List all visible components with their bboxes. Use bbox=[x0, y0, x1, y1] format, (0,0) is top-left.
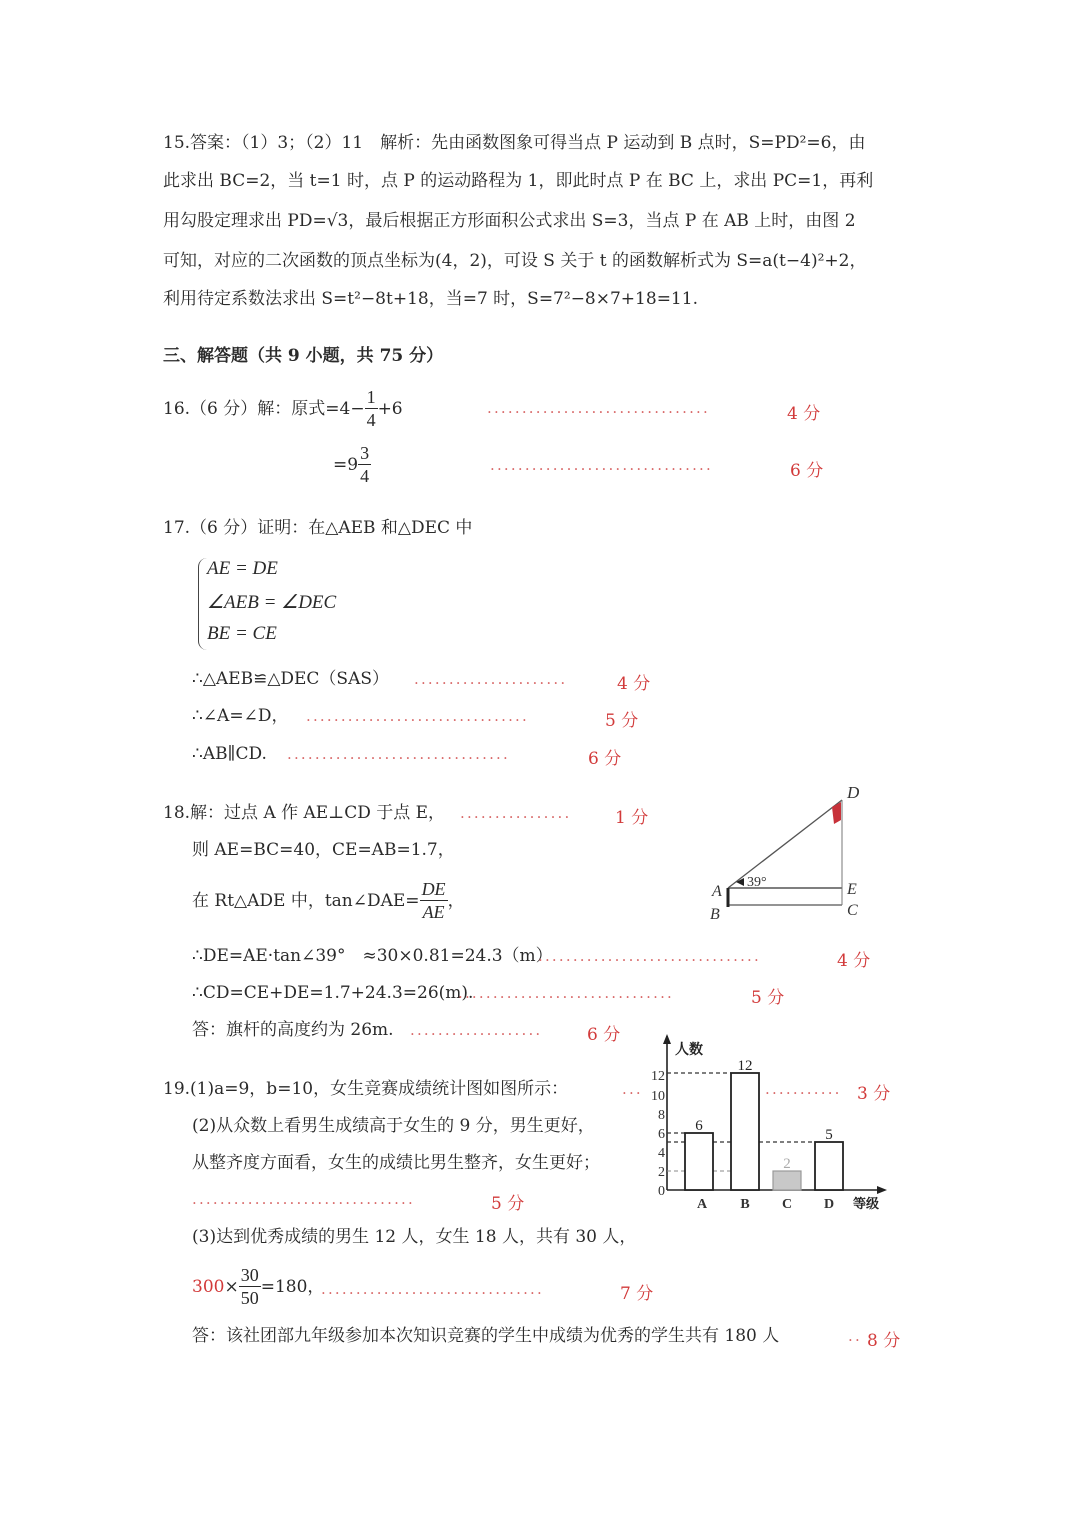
svg-text:0: 0 bbox=[658, 1184, 665, 1199]
q19-line-1: 19.(1)a=9，b=10，女生竞赛成绩统计图如图所示： bbox=[163, 1079, 569, 1099]
q15-line-3: 用勾股定理求出 PD=√3，最后根据正方形面积公式求出 S=3，当点 P 在 AB 上时，由图 2 bbox=[163, 211, 856, 231]
fraction-numerator: DE bbox=[421, 879, 446, 899]
point-label-b: B bbox=[710, 906, 720, 923]
flag-icon bbox=[832, 802, 841, 824]
q19-answer: 答：该社团部九年级参加本次知识竞赛的学生中成绩为优秀的学生共有 180 人 bbox=[192, 1326, 780, 1346]
svg-text:12: 12 bbox=[651, 1069, 665, 1084]
q17-head: 17.（6 分）证明：在△AEB 和△DEC 中 bbox=[163, 518, 473, 538]
score-label: 6 分 bbox=[587, 1025, 621, 1045]
score-label: 6 分 bbox=[790, 461, 824, 481]
svg-text:6: 6 bbox=[658, 1127, 665, 1142]
q18-line-3-suffix: ， bbox=[447, 890, 465, 911]
fraction-denominator: 4 bbox=[360, 466, 370, 486]
score-label: 6 分 bbox=[588, 749, 622, 769]
q15-line-4: 可知，对应的二次函数的顶点坐标为(4，2)，可设 S 关于 t 的函数解析式为 S=a(t−4)²+2， bbox=[163, 251, 867, 271]
q18-line-4: ∴DE=AE·tan∠39° ≈30×0.81=24.3（m） bbox=[192, 946, 553, 966]
q18-line-5: ∴CD=CE+DE=1.7+24.3=26(m). bbox=[192, 983, 474, 1003]
point-label-a: A bbox=[712, 883, 722, 900]
fraction-numerator: 3 bbox=[360, 443, 370, 463]
q19-fraction bbox=[239, 1264, 261, 1309]
q17-system-line-2: ∠AEB = ∠DEC bbox=[207, 592, 337, 613]
svg-text:人数: 人数 bbox=[675, 1042, 703, 1058]
fraction-numerator: 1 bbox=[366, 387, 376, 407]
score-label: 8 分 bbox=[867, 1331, 901, 1351]
score-leader-dots: ................ bbox=[460, 804, 572, 822]
fraction-denominator: 50 bbox=[240, 1288, 259, 1308]
svg-text:D: D bbox=[823, 1197, 835, 1212]
q18-line-3-prefix: 在 Rt△ADE 中，tan∠DAE= bbox=[192, 890, 420, 911]
q17-step-3: ∴AB∥CD. bbox=[192, 744, 267, 764]
bar-d bbox=[815, 1142, 843, 1190]
q18-answer: 答：旗杆的高度约为 26m. bbox=[192, 1020, 394, 1040]
q18-line-1: 18.解：过点 A 作 AE⊥CD 于点 E， bbox=[163, 803, 446, 823]
q16-eq2-prefix: =9 bbox=[333, 454, 359, 475]
q16-line-1 bbox=[163, 386, 403, 431]
q19-times: × bbox=[224, 1276, 239, 1297]
q19-total-students: 300 bbox=[192, 1276, 225, 1297]
fraction-denominator: 4 bbox=[366, 410, 376, 430]
q19-line-4: (3)达到优秀成绩的男生 12 人，女生 18 人，共有 30 人， bbox=[192, 1227, 637, 1247]
section-title: 三、解答题（共 9 小题，共 75 分） bbox=[163, 346, 444, 366]
q18-line-2: 则 AE=BC=40，CE=AB=1.7， bbox=[192, 840, 455, 860]
score-leader-dots: ................................ bbox=[287, 745, 510, 763]
svg-text:等级: 等级 bbox=[853, 1197, 880, 1212]
score-leader-dots: ................... bbox=[410, 1021, 543, 1039]
score-leader-dots: ................................ bbox=[490, 456, 713, 474]
q19-line-5 bbox=[192, 1264, 324, 1309]
q16-prefix: 16.（6 分）解：原式=4− bbox=[163, 398, 365, 419]
fraction-denominator: AE bbox=[422, 902, 445, 922]
q17-system-line-1: AE = DE bbox=[207, 558, 278, 579]
svg-text:6: 6 bbox=[695, 1118, 703, 1134]
score-label: 1 分 bbox=[615, 808, 649, 828]
score-label: 7 分 bbox=[620, 1284, 654, 1304]
q16-fraction-2 bbox=[358, 442, 371, 487]
svg-text:C: C bbox=[781, 1197, 793, 1212]
svg-text:2: 2 bbox=[658, 1165, 665, 1180]
girls-score-bar-chart bbox=[645, 1032, 895, 1217]
q17-step-2: ∴∠A=∠D， bbox=[192, 706, 289, 726]
q19-line-2: (2)从众数上看男生成绩高于女生的 9 分，男生更好， bbox=[192, 1116, 595, 1136]
score-leader-dots: ...................... bbox=[414, 670, 568, 688]
q15-line-5: 利用待定系数法求出 S=t²−8t+18，当=7 时，S=7²−8×7+18=11. bbox=[163, 289, 698, 309]
score-label: 4 分 bbox=[837, 951, 871, 971]
svg-text:12: 12 bbox=[737, 1058, 753, 1074]
score-label: 5 分 bbox=[605, 711, 639, 731]
point-label-c: C bbox=[847, 902, 858, 919]
score-leader-dots: ................................ bbox=[487, 399, 710, 417]
score-label: 4 分 bbox=[617, 674, 651, 694]
score-leader-dots: ............................... bbox=[458, 984, 675, 1002]
q15-line-1: 15.答案：（1）3；（2）11 解析：先由函数图象可得当点 P 运动到 B 点时，S=PD²=6，由 bbox=[163, 133, 866, 153]
score-leader-dots: .. bbox=[848, 1327, 862, 1345]
angle-label: 39° bbox=[747, 875, 767, 890]
q16-suffix: +6 bbox=[377, 398, 403, 419]
svg-text:10: 10 bbox=[651, 1089, 665, 1104]
score-label: 4 分 bbox=[787, 404, 821, 424]
score-label: 3 分 bbox=[857, 1084, 891, 1104]
bar-c bbox=[773, 1171, 801, 1190]
q19-line-5-suffix: =180， bbox=[260, 1276, 325, 1297]
point-label-d: D bbox=[847, 783, 860, 802]
q18-fraction bbox=[420, 878, 448, 923]
point-label-e: E bbox=[847, 881, 857, 898]
score-leader-dots: ................................ bbox=[192, 1190, 415, 1208]
score-label: 5 分 bbox=[751, 988, 785, 1008]
svg-text:5: 5 bbox=[825, 1127, 833, 1143]
svg-text:4: 4 bbox=[658, 1146, 665, 1161]
y-axis-arrow-icon bbox=[663, 1034, 671, 1044]
q16-fraction-1 bbox=[365, 386, 378, 431]
score-leader-dots: ................................ bbox=[538, 947, 761, 965]
flagpole-triangle-figure bbox=[700, 780, 880, 925]
score-leader-dots: ........... bbox=[765, 1080, 842, 1098]
svg-text:B: B bbox=[740, 1197, 750, 1212]
q17-step-1: ∴△AEB≌△DEC（SAS） bbox=[192, 669, 390, 689]
score-leader-dots: ... bbox=[622, 1080, 643, 1098]
fraction-numerator: 30 bbox=[240, 1265, 259, 1285]
system-brace bbox=[198, 558, 207, 650]
q16-line-2 bbox=[333, 442, 371, 487]
q19-line-3: 从整齐度方面看，女生的成绩比男生整齐，女生更好； bbox=[192, 1153, 600, 1173]
q17-system-line-3: BE = CE bbox=[207, 623, 277, 644]
bar-b bbox=[731, 1073, 759, 1190]
svg-text:A: A bbox=[696, 1197, 708, 1212]
q18-line-3 bbox=[192, 878, 465, 923]
svg-text:8: 8 bbox=[658, 1108, 665, 1123]
q15-line-2: 此求出 BC=2，当 t=1 时，点 P 的运动路程为 1，即此时点 P 在 BC 上，求出 PC=1，再利 bbox=[163, 171, 874, 191]
bar-a bbox=[685, 1133, 713, 1190]
x-axis-arrow-icon bbox=[877, 1186, 887, 1194]
score-leader-dots: ................................ bbox=[321, 1280, 544, 1298]
score-leader-dots: ................................ bbox=[306, 707, 529, 725]
score-label: 5 分 bbox=[491, 1194, 525, 1214]
svg-text:2: 2 bbox=[783, 1156, 791, 1172]
